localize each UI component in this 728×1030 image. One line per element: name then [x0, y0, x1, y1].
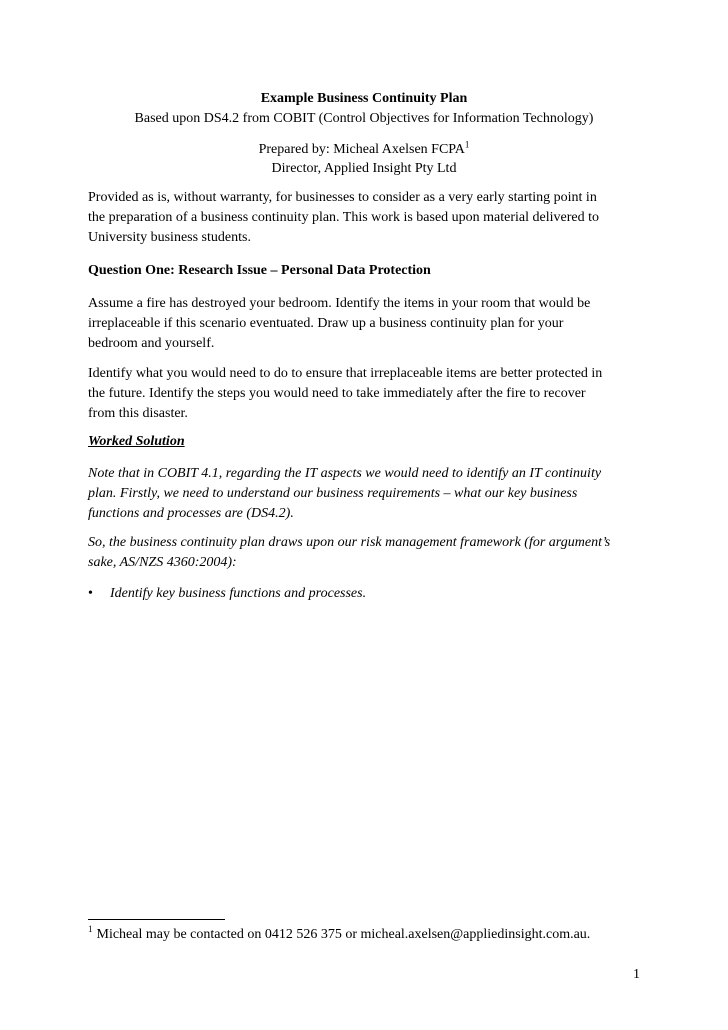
- footnote-reference: 1: [464, 139, 470, 150]
- question-paragraph-2: [88, 364, 648, 424]
- footnote-text: Micheal may be contacted on 0412 526 375 or micheal.axelsen@appliedinsight.com.au.: [96, 927, 591, 942]
- intro-line: University business students.: [88, 230, 251, 245]
- footnote: [88, 926, 590, 944]
- question-heading: Question One: Research Issue – Personal Data Protection: [88, 263, 431, 278]
- paragraph-line: Identify what you would need to do to ensure that irreplaceable items are better protected in: [88, 366, 603, 381]
- worked-solution-heading: Worked Solution: [88, 434, 185, 449]
- intro-line: Provided as is, without warranty, for businesses to consider as a very early starting point in: [88, 190, 597, 205]
- paragraph-line: So, the business continuity plan draws upon our risk management framework (for argument’s: [88, 535, 611, 550]
- paragraph-line: plan. Firstly, we need to understand our business requirements – what our key business: [88, 486, 578, 501]
- footnote-mark: 1: [88, 924, 93, 935]
- paragraph-line: from this disaster.: [88, 406, 188, 421]
- footnote-separator: [88, 919, 225, 920]
- paragraph-line: Assume a fire has destroyed your bedroom. Identify the items in your room that would be: [88, 296, 591, 311]
- document-title: Example Business Continuity Plan: [260, 91, 468, 106]
- paragraph-line: irreplaceable if this scenario eventuated. Draw up a business continuity plan for your: [88, 316, 564, 331]
- paragraph-line: the future. Identify the steps you would need to take immediately after the fire to recover: [88, 386, 586, 401]
- paragraph-line: functions and processes are (DS4.2).: [88, 506, 294, 521]
- solution-framework-paragraph: [88, 533, 648, 573]
- question-paragraph-1: [88, 294, 648, 354]
- paragraph-line: bedroom and yourself.: [88, 336, 215, 351]
- page-number: 1: [633, 967, 640, 982]
- intro-line: the preparation of a business continuity plan. This work is based upon material delivered to: [88, 210, 600, 225]
- paragraph-line: sake, AS/NZS 4360:2004):: [88, 555, 237, 570]
- prepared-by: [0, 141, 728, 158]
- bullet-text: Identify key business functions and processes.: [110, 586, 367, 601]
- bullet-icon: •: [88, 586, 93, 601]
- intro-paragraph: [88, 188, 648, 248]
- author-affiliation: Director, Applied Insight Pty Ltd: [271, 161, 457, 176]
- document-subtitle: Based upon DS4.2 from COBIT (Control Objectives for Information Technology): [134, 111, 594, 126]
- prepared-by-text: Prepared by: Micheal Axelsen FCPA: [258, 142, 465, 157]
- solution-note-paragraph: [88, 464, 648, 524]
- paragraph-line: Note that in COBIT 4.1, regarding the IT aspects we would need to identify an IT continuity: [88, 466, 602, 481]
